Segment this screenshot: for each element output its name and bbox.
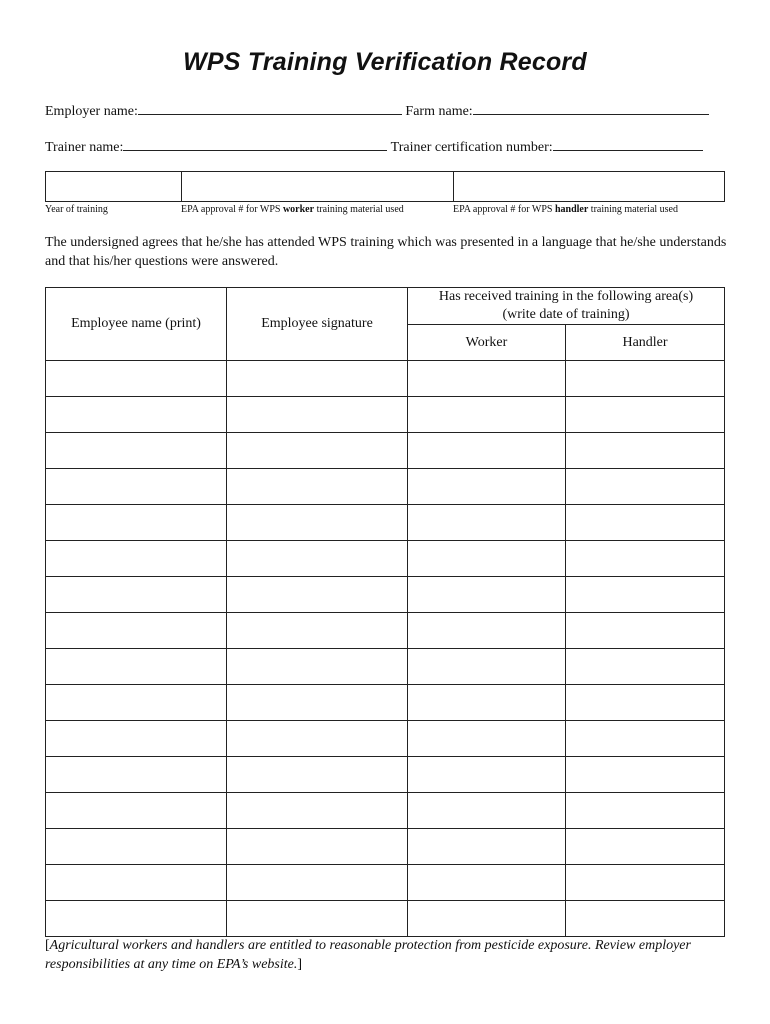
table-row: [46, 469, 725, 505]
handler-approval-field[interactable]: [454, 172, 724, 201]
employee-name-cell[interactable]: [46, 397, 227, 433]
employee-signature-cell[interactable]: [227, 649, 408, 685]
employee-training-table: [45, 287, 725, 937]
handler-date-cell[interactable]: [566, 829, 725, 865]
handler-approval-suffix: training material used: [588, 204, 678, 215]
worker-date-cell[interactable]: [408, 829, 566, 865]
worker-approval-prefix: EPA approval # for WPS: [181, 204, 283, 215]
handler-approval-bold: handler: [554, 204, 589, 215]
handler-date-cell[interactable]: [566, 757, 725, 793]
header-training-areas-line2: (write date of training): [502, 307, 630, 322]
employee-signature-cell[interactable]: [227, 469, 408, 505]
table-body: [46, 361, 725, 937]
employee-name-cell[interactable]: [46, 865, 227, 901]
trainer-name-label: Trainer name:: [45, 140, 124, 155]
table-row: [46, 541, 725, 577]
table-row: [46, 865, 725, 901]
worker-date-cell[interactable]: [408, 505, 566, 541]
employee-name-cell[interactable]: [46, 649, 227, 685]
employee-name-cell[interactable]: [46, 793, 227, 829]
worker-approval-bold: worker: [282, 204, 315, 215]
employee-name-cell[interactable]: [46, 685, 227, 721]
header-training-areas: [408, 288, 725, 325]
handler-approval-prefix: EPA approval # for WPS: [453, 204, 555, 215]
employee-name-cell[interactable]: [46, 829, 227, 865]
handler-date-cell[interactable]: [566, 361, 725, 397]
employee-signature-cell[interactable]: [227, 361, 408, 397]
employee-signature-cell[interactable]: [227, 901, 408, 937]
handler-approval-label: [453, 204, 678, 215]
employee-name-cell[interactable]: [46, 721, 227, 757]
worker-date-cell[interactable]: [408, 901, 566, 937]
employer-name-label: Employer name:: [45, 104, 138, 119]
header-employee-signature: Employee signature: [227, 288, 408, 361]
employee-signature-cell[interactable]: [227, 577, 408, 613]
employee-signature-cell[interactable]: [227, 685, 408, 721]
worker-date-cell[interactable]: [408, 397, 566, 433]
employee-signature-cell[interactable]: [227, 793, 408, 829]
farm-name-label: Farm name:: [405, 104, 473, 119]
employee-signature-cell[interactable]: [227, 865, 408, 901]
worker-date-cell[interactable]: [408, 361, 566, 397]
worker-date-cell[interactable]: [408, 613, 566, 649]
employee-signature-cell[interactable]: [227, 613, 408, 649]
worker-date-cell[interactable]: [408, 433, 566, 469]
worker-date-cell[interactable]: [408, 685, 566, 721]
handler-date-cell[interactable]: [566, 397, 725, 433]
employee-name-cell[interactable]: [46, 613, 227, 649]
table-row: [46, 721, 725, 757]
employer-name-field[interactable]: [138, 100, 402, 115]
header-employee-name: Employee name (print): [46, 288, 227, 361]
employee-name-cell[interactable]: [46, 361, 227, 397]
employee-signature-cell[interactable]: [227, 721, 408, 757]
footnote-close-bracket: ]: [297, 957, 303, 972]
handler-date-cell[interactable]: [566, 469, 725, 505]
page-title: WPS Training Verification Record: [183, 48, 587, 76]
farm-name-field[interactable]: [473, 100, 709, 115]
table-row: [46, 613, 725, 649]
employee-signature-cell[interactable]: [227, 541, 408, 577]
handler-date-cell[interactable]: [566, 541, 725, 577]
table-row: [46, 901, 725, 937]
trainer-line: [45, 136, 703, 156]
handler-date-cell[interactable]: [566, 613, 725, 649]
employee-name-cell[interactable]: [46, 505, 227, 541]
employee-signature-cell[interactable]: [227, 433, 408, 469]
handler-date-cell[interactable]: [566, 721, 725, 757]
worker-date-cell[interactable]: [408, 469, 566, 505]
handler-date-cell[interactable]: [566, 865, 725, 901]
table-row: [46, 505, 725, 541]
header-handler: Handler: [566, 325, 725, 361]
table-row: [46, 433, 725, 469]
employee-signature-cell[interactable]: [227, 397, 408, 433]
employee-name-cell[interactable]: [46, 757, 227, 793]
table-row: [46, 577, 725, 613]
worker-date-cell[interactable]: [408, 721, 566, 757]
table-row: [46, 829, 725, 865]
header-worker: Worker: [408, 325, 566, 361]
table-row: [46, 685, 725, 721]
handler-date-cell[interactable]: [566, 649, 725, 685]
employee-name-cell[interactable]: [46, 433, 227, 469]
employer-farm-line: [45, 100, 709, 120]
worker-date-cell[interactable]: [408, 757, 566, 793]
employee-name-cell[interactable]: [46, 577, 227, 613]
handler-date-cell[interactable]: [566, 577, 725, 613]
footnote-open-bracket: [: [45, 938, 50, 953]
worker-date-cell[interactable]: [408, 577, 566, 613]
employee-name-cell[interactable]: [46, 901, 227, 937]
worker-approval-field[interactable]: [182, 172, 452, 201]
worker-date-cell[interactable]: [408, 649, 566, 685]
footnote: [45, 936, 735, 974]
worker-date-cell[interactable]: [408, 541, 566, 577]
employee-signature-cell[interactable]: [227, 757, 408, 793]
header-training-areas-line1: Has received training in the following area(s): [438, 289, 694, 304]
year-of-training-field[interactable]: [46, 172, 180, 201]
table-row: [46, 649, 725, 685]
table-row: [46, 397, 725, 433]
worker-approval-suffix: training material used: [314, 204, 404, 215]
trainer-name-field[interactable]: [123, 136, 387, 151]
handler-date-cell[interactable]: [566, 505, 725, 541]
trainer-cert-field[interactable]: [553, 136, 703, 151]
worker-date-cell[interactable]: [408, 865, 566, 901]
footnote-text: Agricultural workers and handlers are entitled to reasonable protection from pesticide exposure. Review employer responsibilities at any time on EPA’s website.: [45, 938, 691, 972]
table-row: [46, 757, 725, 793]
year-of-training-label: Year of training: [45, 204, 108, 215]
employee-signature-cell[interactable]: [227, 829, 408, 865]
table-row: [46, 793, 725, 829]
worker-date-cell[interactable]: [408, 793, 566, 829]
employee-signature-cell[interactable]: [227, 505, 408, 541]
handler-date-cell[interactable]: [566, 433, 725, 469]
agreement-statement: The undersigned agrees that he/she has attended WPS training which was presented in a language that he/she understands and that his/her questions were answered.: [45, 235, 727, 269]
employee-name-cell[interactable]: [46, 541, 227, 577]
table-row: [46, 361, 725, 397]
handler-date-cell[interactable]: [566, 901, 725, 937]
handler-date-cell[interactable]: [566, 685, 725, 721]
handler-date-cell[interactable]: [566, 793, 725, 829]
worker-approval-label: [181, 204, 404, 215]
employee-name-cell[interactable]: [46, 469, 227, 505]
trainer-cert-label: Trainer certification number:: [390, 140, 553, 155]
